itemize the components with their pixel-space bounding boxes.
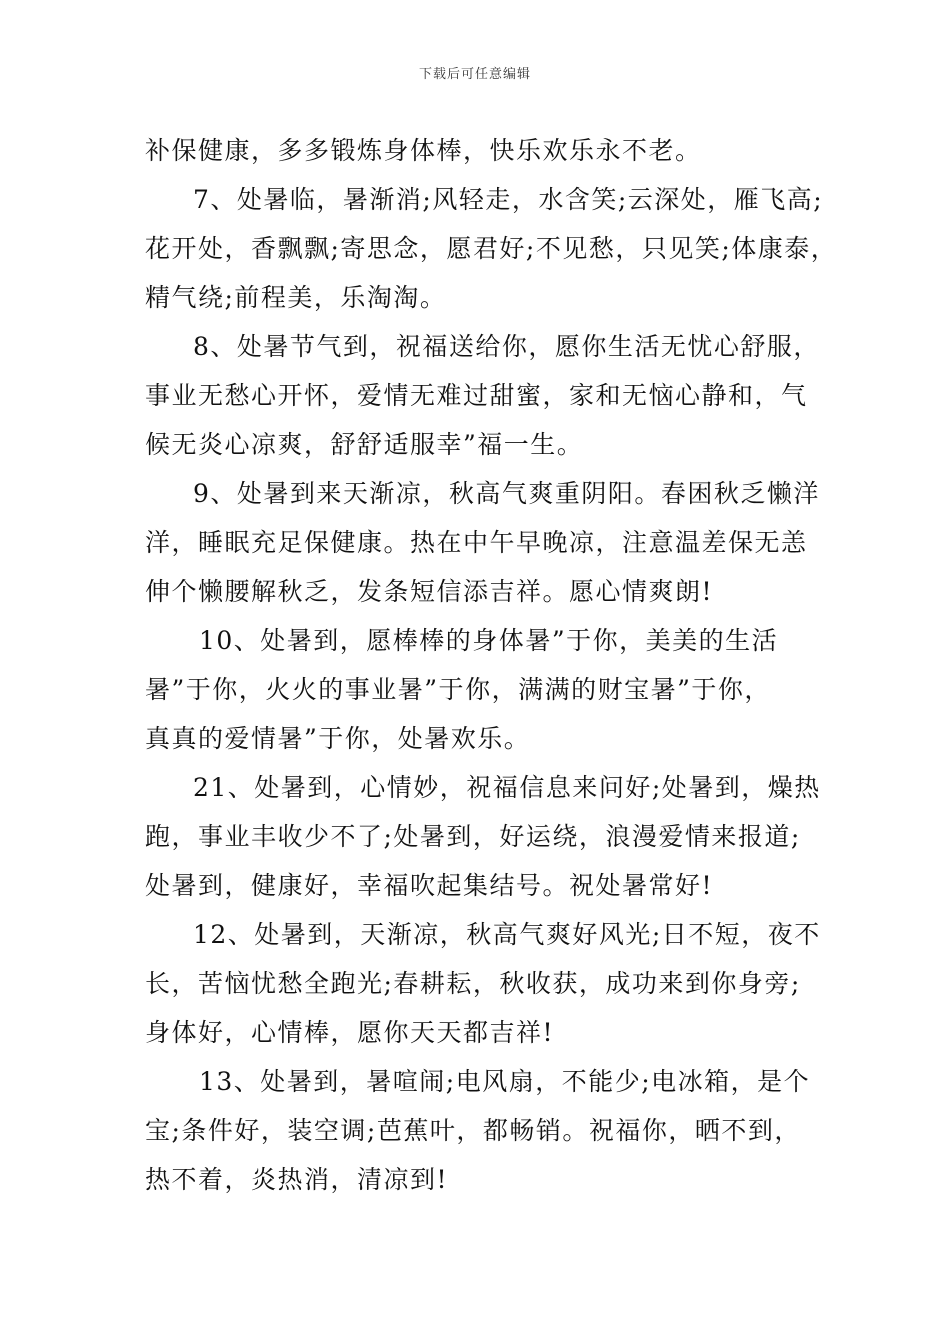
paragraph-13-line-2: 宝;条件好，装空调;芭蕉叶，都畅销。祝福你，晒不到， — [145, 1116, 801, 1145]
paragraph-12-line-1: 12、处暑到，天渐凉，秋高气爽好风光;日不短，夜不 — [193, 920, 821, 949]
paragraph-21-line-3: 处暑到，健康好，幸福吹起集结号。祝处暑常好! — [145, 871, 714, 900]
paragraph-13-line-1: 13、处暑到，暑喧闹;电风扇，不能少;电冰箱，是个 — [199, 1067, 811, 1096]
paragraph-12-line-3: 身体好，心情棒，愿你天天都吉祥! — [145, 1018, 555, 1047]
paragraph-7-line-2: 花开处，香飘飘;寄思念，愿君好;不见愁，只见笑;体康泰， — [145, 234, 838, 263]
paragraph-9-line-1: 9、处暑到来天渐凉，秋高气爽重阴阳。春困秋乏懒洋 — [193, 479, 820, 508]
text-line: 补保健康，多多锻炼身体棒，快乐欢乐永不老。 — [145, 136, 702, 165]
paragraph-13-line-3: 热不着，炎热消，清凉到! — [145, 1165, 449, 1194]
paragraph-7-line-3: 精气绕;前程美，乐淘淘。 — [145, 283, 447, 312]
paragraph-21-line-2: 跑，事业丰收少不了;处暑到，好运绕，浪漫爱情来报道; — [145, 822, 801, 851]
paragraph-8-line-3: 候无炎心凉爽，舒舒适服幸”福一生。 — [145, 430, 584, 459]
paragraph-9-line-2: 洋，睡眠充足保健康。热在中午早晚凉，注意温差保无恙 — [145, 528, 808, 557]
paragraph-7-line-1: 7、处暑临，暑渐消;风轻走，水含笑;云深处，雁飞高; — [193, 185, 824, 214]
document-body — [145, 126, 838, 1204]
paragraph-12-line-2: 长，苦恼忧愁全跑光;春耕耘，秋收获，成功来到你身旁; — [145, 969, 801, 998]
paragraph-10-line-3: 真真的爱情暑”于你，处暑欢乐。 — [145, 724, 531, 753]
paragraph-9-line-3: 伸个懒腰解秋乏，发条短信添吉祥。愿心情爽朗! — [145, 577, 714, 606]
paragraph-8-line-2: 事业无愁心开怀，爱情无难过甜蜜，家和无恼心静和，气 — [145, 381, 808, 410]
page-header: 下载后可任意编辑 — [418, 67, 531, 82]
paragraph-10-line-2: 暑”于你，火火的事业暑”于你，满满的财宝暑”于你， — [145, 675, 771, 704]
paragraph-8-line-1: 8、处暑节气到，祝福送给你，愿你生活无忧心舒服， — [193, 332, 820, 361]
paragraph-21-line-1: 21、处暑到，心情妙，祝福信息来问好;处暑到，燥热 — [193, 773, 821, 802]
paragraph-10-line-1: 10、处暑到，愿棒棒的身体暑”于你，美美的生活 — [199, 626, 779, 655]
